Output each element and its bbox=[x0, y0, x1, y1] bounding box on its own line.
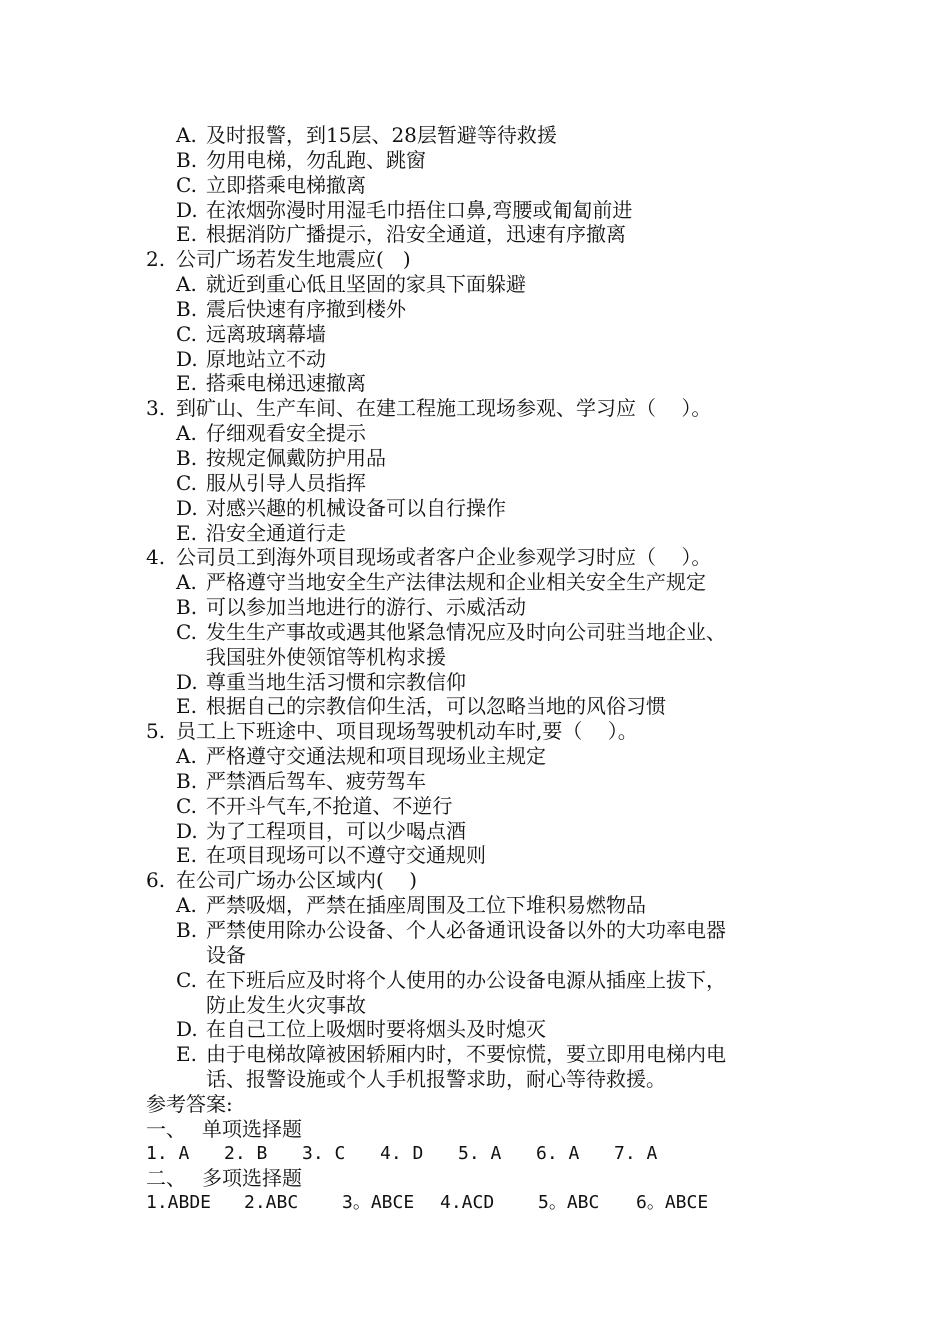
option-4c-continued: 我国驻外使领馆等机构求援 bbox=[206, 644, 446, 669]
option-6b: B. 严禁使用除办公设备、个人必备通讯设备以外的大功率电器 bbox=[176, 918, 726, 942]
option-2d: D. 原地站立不动 bbox=[176, 346, 326, 371]
option-2e: E. 搭乘电梯迅速撤离 bbox=[176, 371, 366, 396]
multi-answer-5: 5。ABC bbox=[538, 1192, 600, 1214]
option-2a: A. 就近到重心低且坚固的家具下面躲避 bbox=[176, 272, 526, 297]
option-5a: A. 严格遵守交通法规和项目现场业主规定 bbox=[176, 744, 546, 769]
option-1e: E. 根据消防广播提示，沿安全通道，迅速有序撤离 bbox=[176, 222, 626, 247]
question-4-stem: 4. 公司员工到海外项目现场或者客户企业参观学习时应（ ）。 bbox=[146, 545, 712, 570]
single-answer-2: 2. B bbox=[224, 1142, 268, 1164]
option-5d: D. 为了工程项目，可以少喝点酒 bbox=[176, 818, 466, 843]
option-6c-continued: 防止发生火灾事故 bbox=[206, 992, 366, 1017]
option-2c: C. 远离玻璃幕墙 bbox=[176, 321, 326, 346]
option-1a: A. 及时报警，到15层、28层暂避等待救援 bbox=[176, 123, 557, 147]
single-choice-heading: 一、 单项选择题 bbox=[146, 1116, 302, 1141]
multi-answer-6: 6。ABCE bbox=[636, 1192, 709, 1214]
single-answer-6: 6. A bbox=[536, 1142, 580, 1164]
single-answer-7: 7. A bbox=[614, 1142, 658, 1164]
option-4b: B. 可以参加当地进行的游行、示威活动 bbox=[176, 595, 526, 620]
question-2-stem: 2. 公司广场若发生地震应( ) bbox=[146, 247, 411, 272]
option-6a: A. 严禁吸烟，严禁在插座周围及工位下堆积易燃物品 bbox=[176, 893, 646, 918]
option-5c: C. 不开斗气车,不抢道、不逆行 bbox=[176, 793, 453, 818]
question-6-stem: 6. 在公司广场办公区域内( ) bbox=[146, 868, 418, 893]
single-answer-4: 4. D bbox=[380, 1142, 424, 1164]
option-4c: C. 发生生产事故或遇其他紧急情况应及时向公司驻当地企业、 bbox=[176, 619, 726, 644]
multi-answer-2: 2.ABC bbox=[244, 1192, 299, 1214]
question-5 bbox=[0, 719, 950, 868]
single-answer-1: 1. A bbox=[146, 1142, 190, 1164]
option-3e: E. 沿安全通道行走 bbox=[176, 520, 346, 545]
question-3-stem: 3. 到矿山、生产车间、在建工程施工现场参观、学习应（ ）。 bbox=[146, 396, 712, 421]
option-6b-continued: 设备 bbox=[206, 942, 246, 967]
answer-key-heading: 参考答案: bbox=[146, 1091, 233, 1116]
multi-answer-4: 4.ACD bbox=[440, 1192, 495, 1214]
option-4d: D. 尊重当地生活习惯和宗教信仰 bbox=[176, 669, 466, 694]
single-choice-answers bbox=[0, 1142, 950, 1167]
multi-answer-1: 1.ABDE bbox=[146, 1192, 212, 1214]
option-1d: D. 在浓烟弥漫时用湿毛巾捂住口鼻,弯腰或匍匐前进 bbox=[176, 197, 633, 222]
question-2 bbox=[0, 247, 950, 396]
question-1-options bbox=[0, 123, 950, 247]
answer-key bbox=[0, 1092, 950, 1216]
option-2b: B. 震后快速有序撤到楼外 bbox=[176, 296, 406, 321]
single-answer-5: 5. A bbox=[458, 1142, 502, 1164]
single-answer-3: 3. C bbox=[302, 1142, 346, 1164]
option-6e-continued: 话、报警设施或个人手机报警求助，耐心等待救援。 bbox=[206, 1067, 666, 1092]
option-6c: C. 在下班后应及时将个人使用的办公设备电源从插座上拔下， bbox=[176, 967, 726, 992]
option-5e: E. 在项目现场可以不遵守交通规则 bbox=[176, 843, 486, 868]
document-body bbox=[0, 123, 950, 1216]
option-6d: D. 在自己工位上吸烟时要将烟头及时熄灭 bbox=[176, 1017, 546, 1042]
multi-answer-3: 3。ABCE bbox=[342, 1192, 415, 1214]
option-3a: A. 仔细观看安全提示 bbox=[176, 421, 366, 446]
multi-choice-answers bbox=[0, 1191, 950, 1216]
question-5-stem: 5. 员工上下班途中、项目现场驾驶机动车时,要（ ）。 bbox=[146, 719, 638, 744]
question-3 bbox=[0, 396, 950, 545]
option-5b: B. 严禁酒后驾车、疲劳驾车 bbox=[176, 768, 426, 793]
option-4e: E. 根据自己的宗教信仰生活，可以忽略当地的风俗习惯 bbox=[176, 694, 666, 719]
option-3d: D. 对感兴趣的机械设备可以自行操作 bbox=[176, 495, 506, 520]
option-6e: E. 由于电梯故障被困轿厢内时，不要惊慌，要立即用电梯内电 bbox=[176, 1042, 726, 1067]
multi-choice-heading: 二、 多项选择题 bbox=[146, 1166, 302, 1191]
option-3b: B. 按规定佩戴防护用品 bbox=[176, 445, 386, 470]
option-1b: B. 勿用电梯，勿乱跑、跳窗 bbox=[176, 147, 426, 172]
question-4 bbox=[0, 545, 950, 719]
question-6 bbox=[0, 868, 950, 1092]
option-4a: A. 严格遵守当地安全生产法律法规和企业相关安全生产规定 bbox=[176, 570, 706, 595]
option-3c: C. 服从引导人员指挥 bbox=[176, 470, 366, 495]
option-1c: C. 立即搭乘电梯撤离 bbox=[176, 172, 366, 197]
